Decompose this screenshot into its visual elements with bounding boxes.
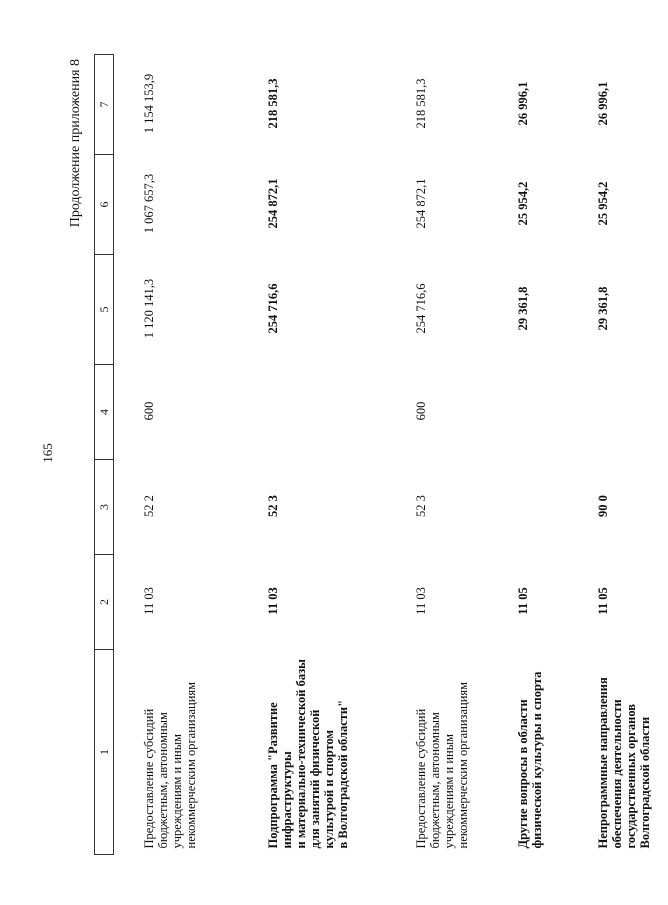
amount-col-7: 218 581,3 [266, 78, 280, 129]
name-line: Другие вопросы в области [516, 699, 530, 849]
name-line: государственных органов [624, 703, 638, 849]
header-col-5: 5 [95, 255, 114, 365]
budget-table [94, 54, 668, 855]
name-line: Непрограммные направления [596, 677, 610, 849]
amount-col-7: 218 581,3 [414, 78, 428, 129]
amount-col-6: 25 954,2 [596, 181, 610, 226]
table-row [114, 55, 249, 855]
name-line: Предоставление субсидий [414, 708, 428, 849]
amount-col-7: 26 996,1 [596, 81, 610, 126]
table-row [386, 55, 498, 855]
expense-type-code: 600 [414, 401, 428, 421]
amount-col-5: 29 361,8 [596, 286, 610, 331]
row-name [498, 650, 578, 855]
name-line: некоммерческим организациям [184, 681, 198, 849]
name-line: культурой и спортом [322, 730, 336, 849]
program-code: 90 0 [596, 495, 610, 517]
header-col-3: 3 [95, 460, 114, 555]
section-code: 11 03 [142, 587, 156, 615]
table-row [498, 55, 578, 855]
amount-col-5: 1 120 141,3 [142, 278, 156, 339]
header-col-2: 2 [95, 555, 114, 650]
program-code [498, 460, 578, 555]
header-col-1: 1 [95, 650, 114, 855]
name-line: некоммерческим организациям [456, 681, 470, 849]
header-row [95, 55, 114, 855]
expense-type-code [578, 365, 668, 460]
amount-col-7: 26 996,1 [516, 81, 530, 126]
amount-col-6: 25 954,2 [516, 181, 530, 226]
name-line: Подпрограмма "Развитие [266, 702, 280, 849]
name-line: Предоставление субсидий [142, 708, 156, 849]
amount-col-7: 1 154 153,9 [142, 73, 156, 134]
section-code: 11 05 [596, 587, 610, 615]
program-code: 52 2 [142, 495, 156, 517]
name-line: учреждениям и иным [442, 733, 456, 849]
amount-col-6: 254 872,1 [414, 178, 428, 229]
page-number-text: 165 [40, 443, 55, 463]
table-row [248, 55, 386, 855]
expense-type-code [248, 365, 386, 460]
section-code: 11 03 [414, 587, 428, 615]
name-line: Волгоградской области [638, 716, 652, 849]
expense-type-code: 600 [142, 401, 156, 421]
header-col-4: 4 [95, 365, 114, 460]
program-code: 52 3 [266, 495, 280, 517]
section-code: 11 03 [266, 587, 280, 615]
amount-col-5: 254 716,6 [414, 283, 428, 334]
name-line: бюджетным, автономным [156, 712, 170, 849]
amount-col-6: 254 872,1 [266, 178, 280, 229]
header-col-7: 7 [95, 55, 114, 155]
table-row [578, 55, 668, 855]
budget-page [60, 35, 652, 855]
name-line: обеспечения деятельности [610, 699, 624, 849]
name-line: инфраструктуры [280, 751, 294, 849]
row-name [114, 650, 249, 855]
name-line: в Волгоградской области" [336, 699, 350, 849]
row-name [578, 650, 668, 855]
section-code: 11 05 [516, 587, 530, 615]
row-name [248, 650, 386, 855]
amount-col-6: 1 067 657,3 [142, 173, 156, 234]
expense-type-code [498, 365, 578, 460]
row-name [386, 650, 498, 855]
header-col-6: 6 [95, 155, 114, 255]
name-line: бюджетным, автономным [428, 712, 442, 849]
name-line: и материально-технической базы [294, 659, 308, 849]
name-line: физической культуры и спорта [530, 671, 544, 849]
name-line: для занятий физической [308, 709, 322, 849]
amount-col-5: 254 716,6 [266, 283, 280, 334]
appendix-caption: Продолжение приложения 8 [68, 59, 83, 228]
program-code: 52 3 [414, 495, 428, 517]
name-line: учреждениям и иным [170, 733, 184, 849]
amount-col-5: 29 361,8 [516, 286, 530, 331]
